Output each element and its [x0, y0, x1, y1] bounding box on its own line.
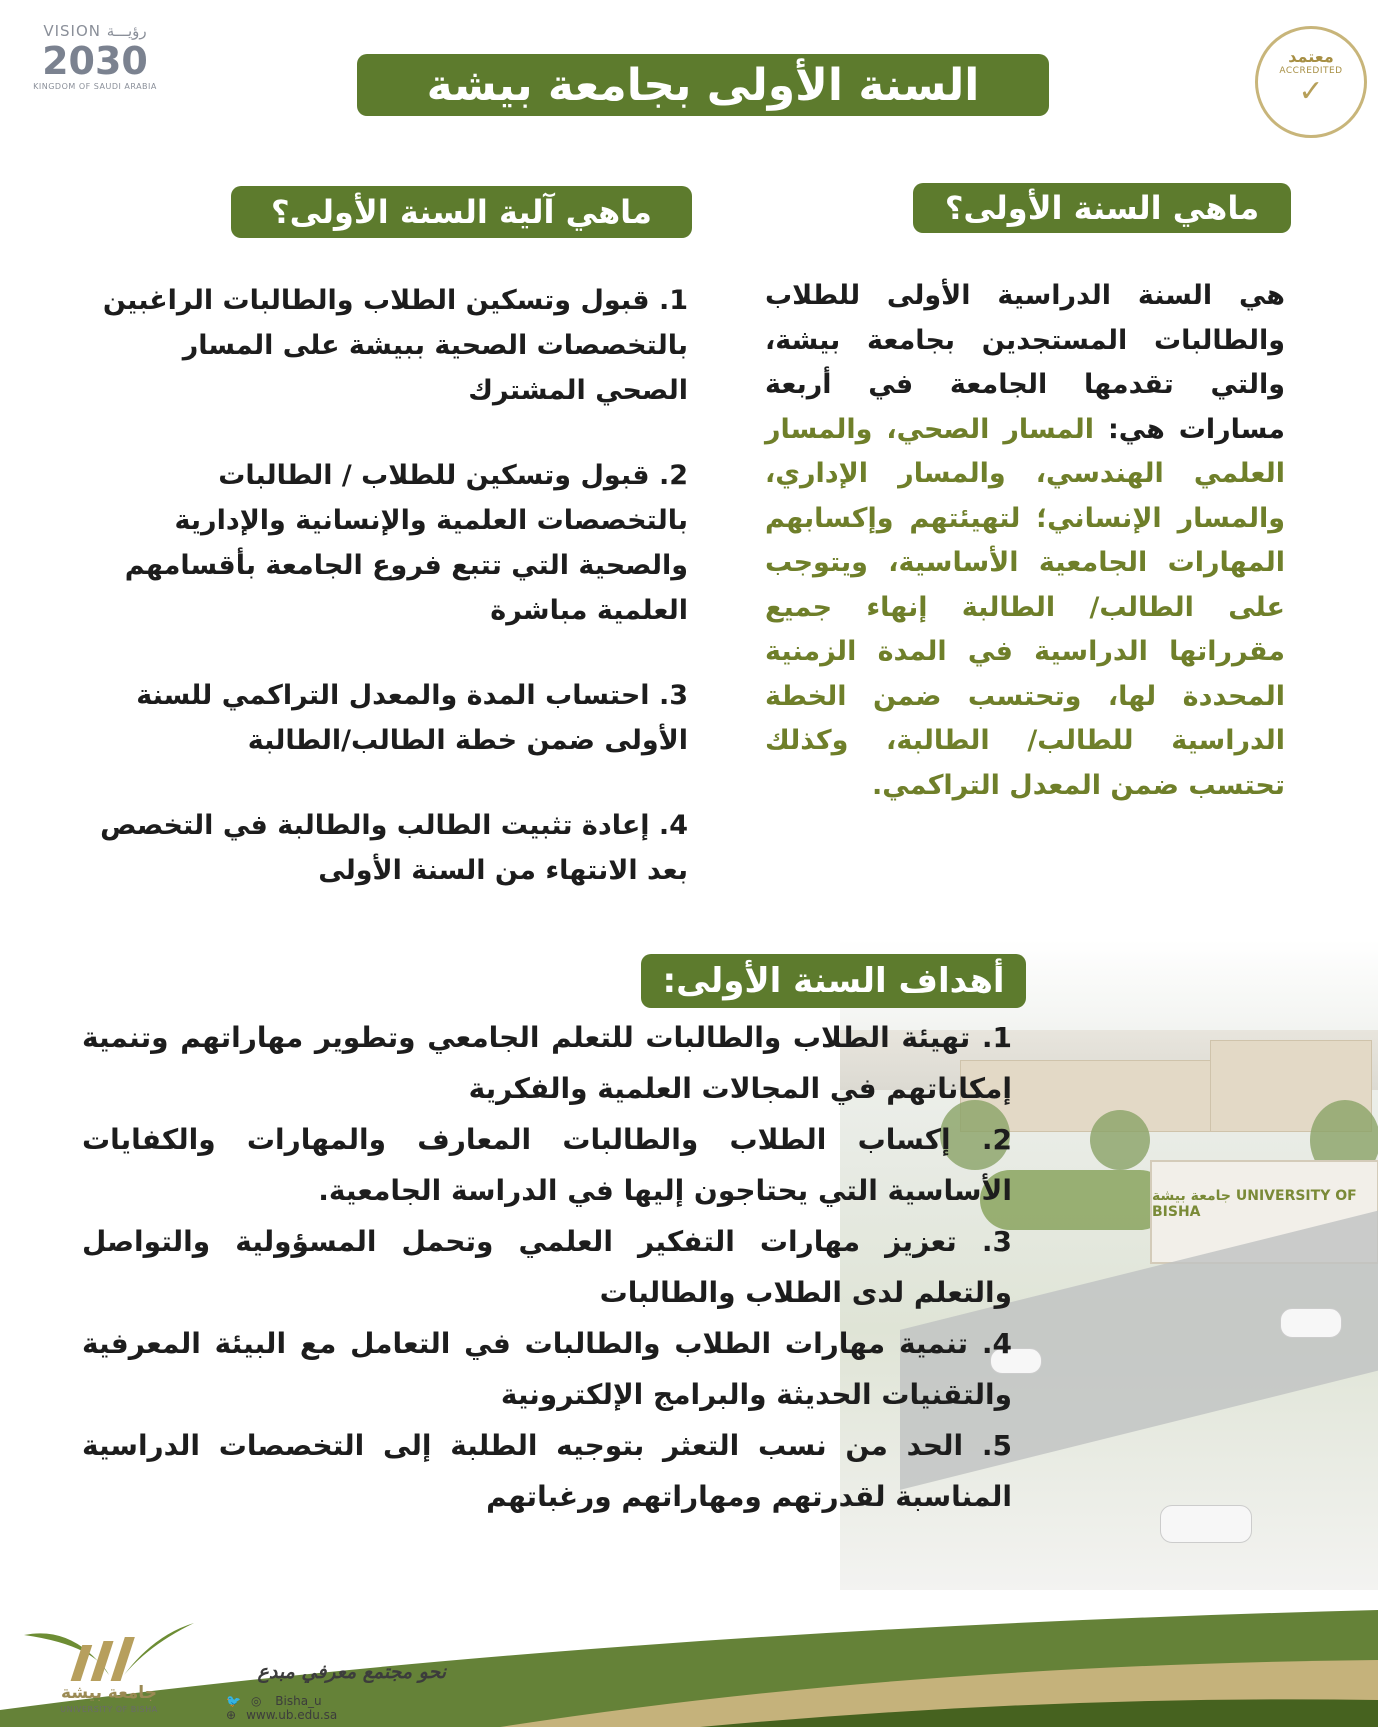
vision-2030-logo: [30, 22, 160, 112]
mechanism-item: 1. قبول وتسكين الطلاب والطالبات الراغبين بالتخصصات الصحية ببيشة على المسار الصحي المشترك: [102, 285, 688, 406]
goal-item: 3. تعزيز مهارات التفكير العلمي وتحمل المسؤولية والتواصل والتعلم لدى الطلاب والطالبات: [82, 1225, 1012, 1309]
photo-tree: [1090, 1110, 1150, 1170]
what-intro: هي السنة الدراسية الأولى للطلاب والطالبات المستجدين بجامعة بيشة، والتي تقدمها الجامعة في أربعة مسارات هي:: [765, 280, 1285, 445]
mechanism-item: 4. إعادة تثبيت الطالب والطالبة في التخصص بعد الانتهاء من السنة الأولى: [100, 810, 688, 886]
mechanism-item: 3. احتساب المدة والمعدل التراكمي للسنة الأولى ضمن خطة الطالب/الطالبة: [136, 680, 688, 756]
logo-subtitle: UNIVERSITY OF BISHA: [60, 1705, 158, 1714]
mechanism-list: [85, 278, 688, 933]
goals-list: [82, 1012, 1012, 1522]
photo-car: [1280, 1308, 1342, 1338]
twitter-icon: 🐦: [226, 1694, 241, 1708]
social-handle[interactable]: Bisha_u: [275, 1694, 322, 1708]
goal-item: 1. تهيئة الطلاب والطالبات للتعلم الجامعي وتطوير مهاراتهم وتنمية إمكاناتهم في المجالات العلمية والفكرية: [82, 1021, 1012, 1105]
sign-text: جامعة بيشة UNIVERSITY OF BISHA: [1152, 1188, 1357, 1220]
vision-label: VISION رؤيـــة: [43, 22, 147, 40]
slogan: نحو مجتمع معرفي مبدع: [257, 1661, 446, 1683]
globe-icon: ⊕: [226, 1708, 237, 1722]
accredited-ar: معتمد: [1288, 47, 1334, 66]
accredited-en: ACCREDITED: [1279, 66, 1343, 76]
photo-car: [1160, 1505, 1252, 1543]
website-link[interactable]: www.ub.edu.sa: [246, 1708, 338, 1722]
goal-item: 5. الحد من نسب التعثر بتوجيه الطلبة إلى التخصصات الدراسية المناسبة لقدرتهم ومهاراتهم ورغباتهم: [82, 1429, 1012, 1513]
goals-heading: أهداف السنة الأولى:: [641, 954, 1026, 1008]
mechanism-item: 2. قبول وتسكين للطلاب / الطالبات بالتخصصات العلمية والإنسانية والإدارية والصحية التي تتبع فروع الجامعة بأقسامهم العلمية مباشرة: [124, 460, 688, 626]
vision-subtitle: KINGDOM OF SAUDI ARABIA: [33, 82, 157, 91]
mechanism-heading: ماهي آلية السنة الأولى؟: [231, 186, 692, 238]
accredited-seal: [1255, 26, 1367, 138]
logo-name: جامعة بيشة: [61, 1683, 157, 1703]
what-heading: ماهي السنة الأولى؟: [913, 183, 1291, 233]
instagram-icon: ◎: [250, 1694, 262, 1708]
check-icon: ✓: [1298, 74, 1324, 109]
what-detail: المسار الصحي، والمسار العلمي الهندسي، والمسار الإداري، والمسار الإنساني؛ لتهيئتهم وإكسابهم المهارات الجامعية الأساسية، ويتوجب على الطالب/ الطالبة إنهاء جميع مقرراتها الدراسية في المدة الزمنية المحددة لها، وتحتسب ضمن الخطة الدراسية للطالب/ الطالبة، وكذلك تحتسب ضمن المعدل التراكمي.: [765, 413, 1285, 801]
leaf-logo-icon: [14, 1615, 204, 1685]
contact-line: [226, 1694, 446, 1722]
vision-year: 2030: [42, 39, 148, 83]
footer-waves: [0, 1570, 1378, 1727]
goal-item: 2. إكساب الطلاب والطالبات المعارف والمهارات والكفايات الأساسية التي يحتاجون إليها في الدراسة الجامعية.: [82, 1123, 1012, 1207]
page-title: السنة الأولى بجامعة بيشة: [357, 54, 1049, 116]
what-body: [765, 274, 1285, 808]
goal-item: 4. تنمية مهارات الطلاب والطالبات في التعامل مع البيئة المعرفية والتقنيات الحديثة والبرامج الإلكترونية: [82, 1327, 1012, 1411]
university-logo: [14, 1615, 204, 1720]
